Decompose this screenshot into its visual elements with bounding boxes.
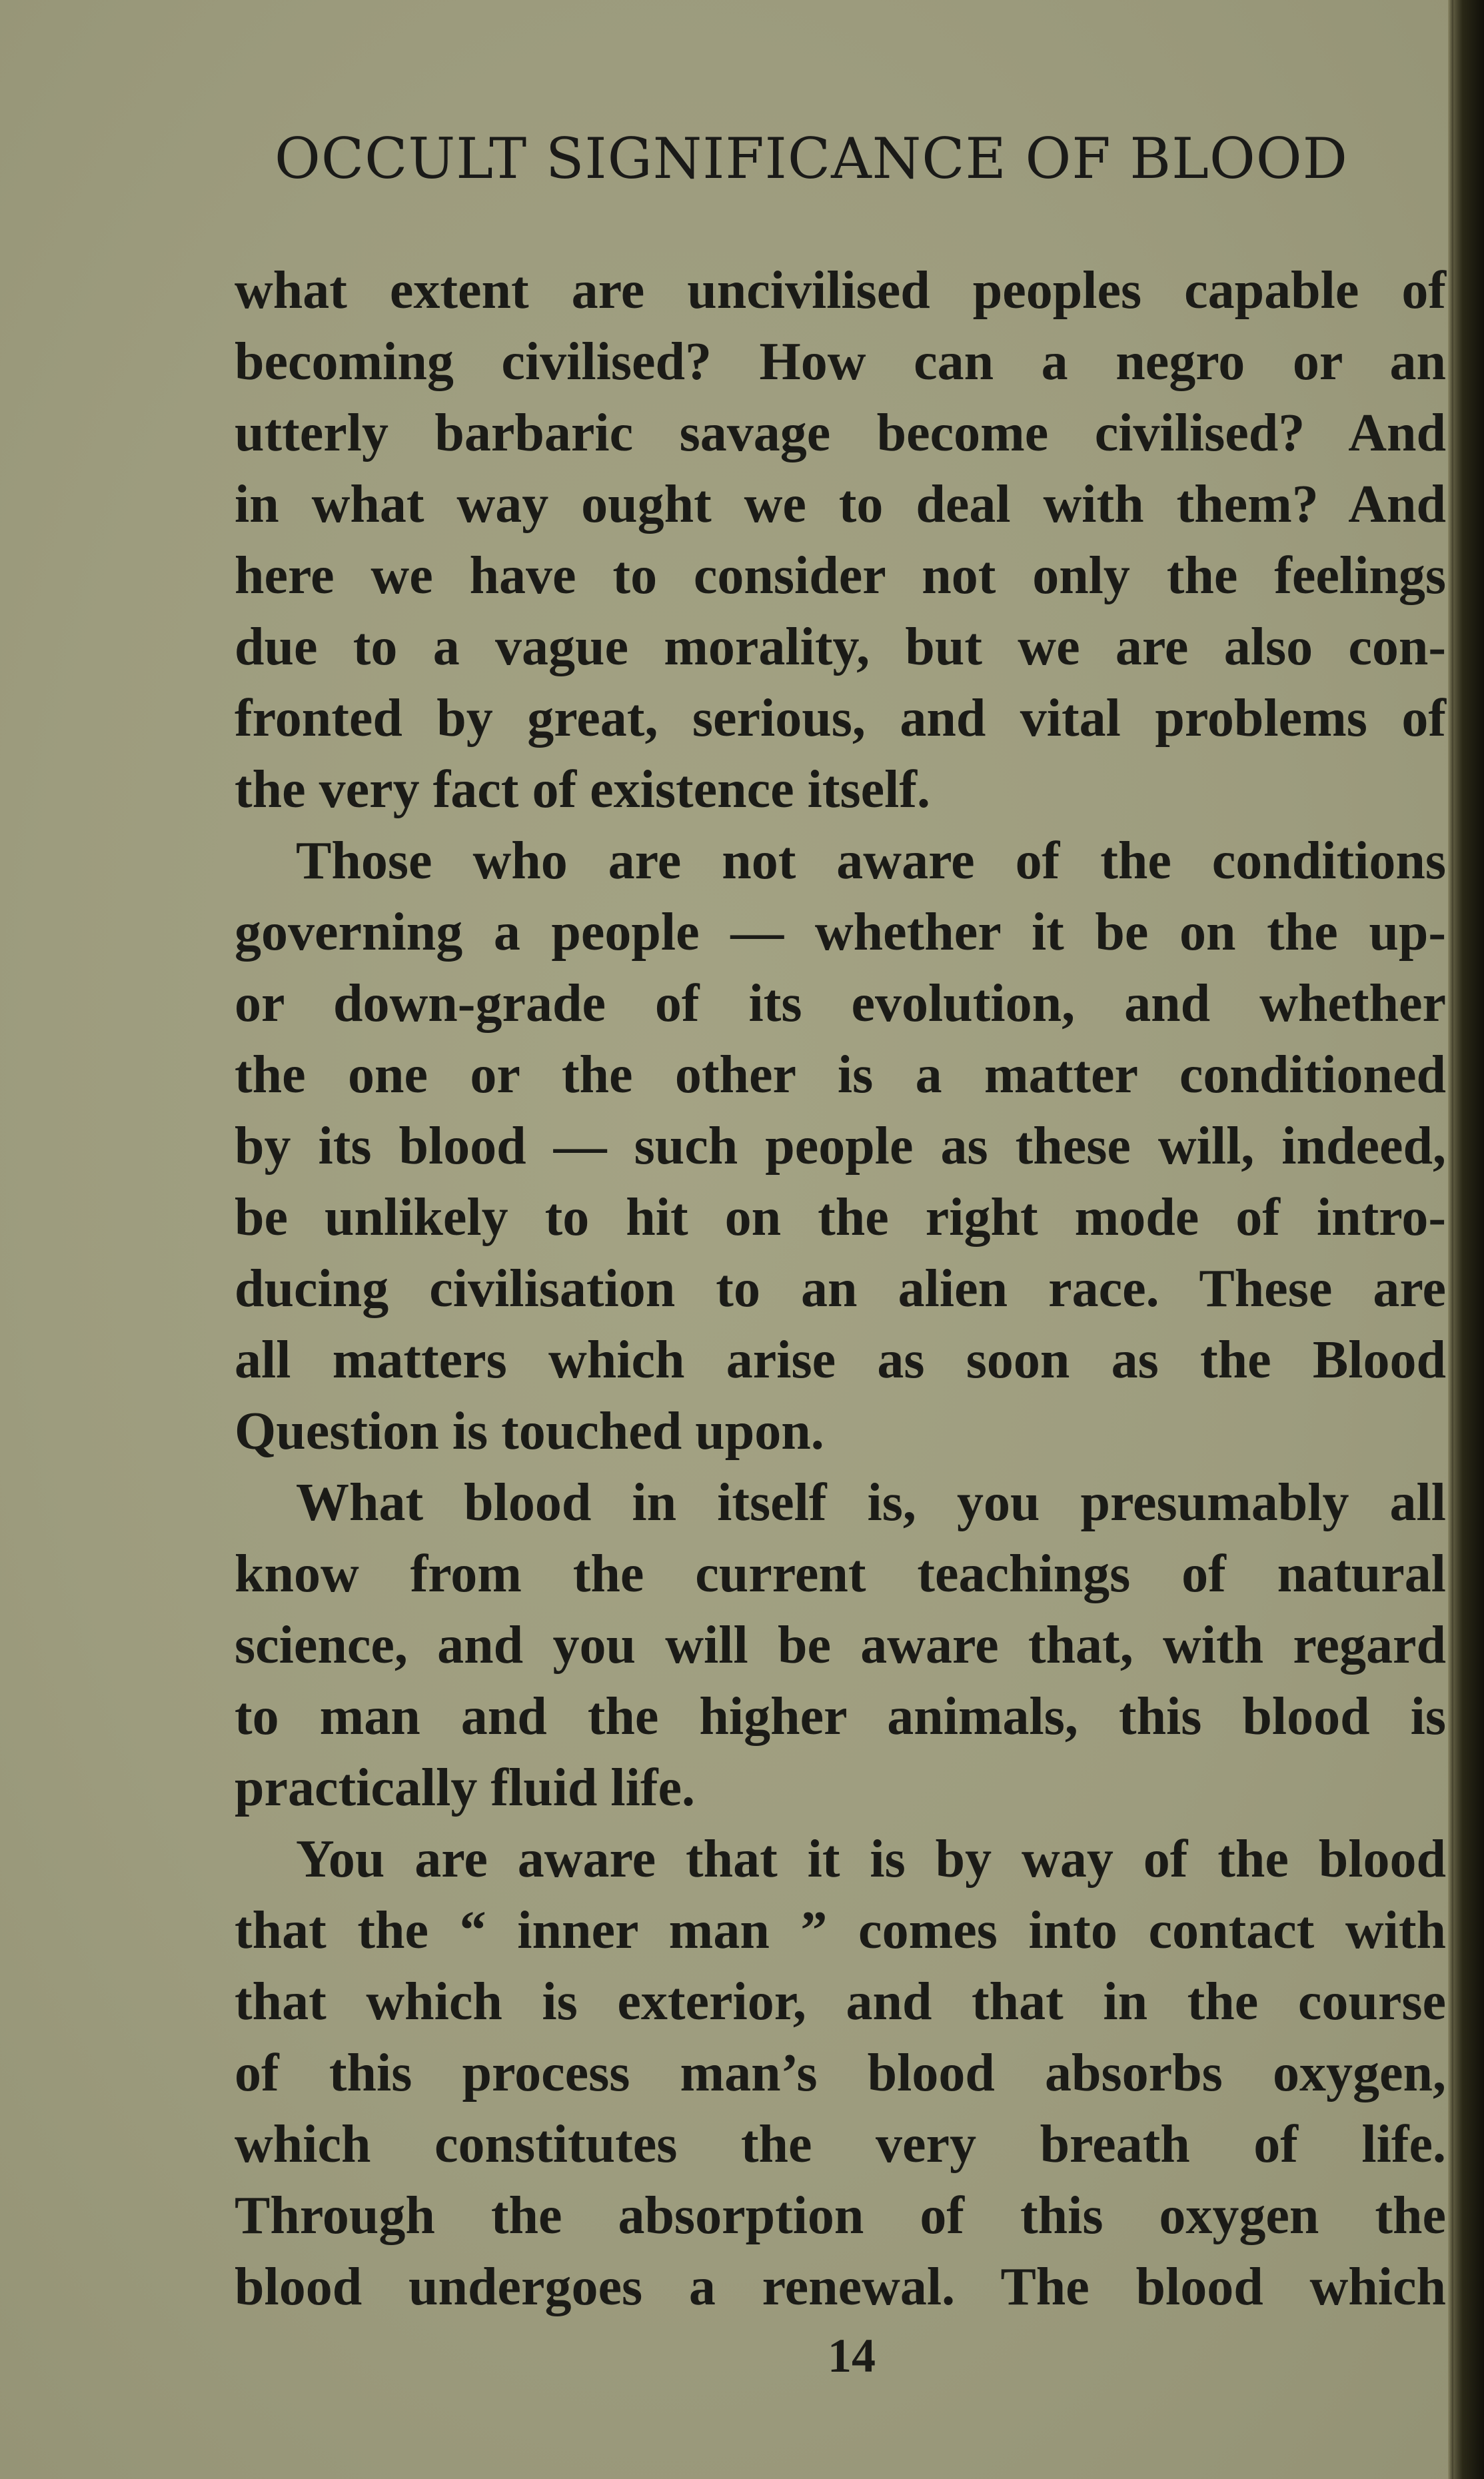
text-line: to man and the higher animals, this blood is [235,1687,1446,1746]
text-line: ducing civilisation to an alien race. These are [235,1259,1446,1318]
text-line: science, and you will be aware that, with regard [235,1616,1446,1675]
page-edge-line [1448,0,1453,2479]
text-line: that which is exterior, and that in the course [235,1973,1446,2031]
text-line: which constitutes the very breath of life. [235,2115,1446,2174]
text-line: know from the current teachings of natural [235,1545,1446,1603]
text-line: Through the absorption of this oxygen the [235,2186,1446,2245]
text-line: Those who are not aware of the conditions [296,832,1446,890]
text-line: here we have to consider not only the feelings [235,546,1446,605]
text-line: by its blood — such people as these will, indeed, [235,1117,1446,1176]
text-line: Question is touched upon. [235,1402,824,1461]
text-line: or down-grade of its evolution, and whether [235,974,1446,1033]
body-text [235,255,1446,2323]
text-line: What blood in itself is, you presumably all [296,1473,1446,1532]
text-line: that the “ inner man ” comes into contact with [235,1901,1446,1960]
text-line: becoming civilised? How can a negro or an [235,333,1446,391]
text-line: the very fact of existence itself. [235,760,930,819]
text-line: what extent are uncivilised peoples capable of [235,261,1446,320]
text-line: You are aware that it is by way of the blood [296,1830,1446,1889]
running-head: OCCULT SIGNIFICANCE OF BLOOD [275,126,1348,191]
text-line: blood undergoes a renewal. The blood which [235,2258,1446,2316]
text-line: utterly barbaric savage become civilised? And [235,404,1446,462]
text-line: practically fluid life. [235,1759,696,1817]
text-line: in what way ought we to deal with them? And [235,475,1446,534]
text-line: due to a vague morality, but we are also con- [235,618,1446,676]
text-line: the one or the other is a matter conditioned [235,1046,1446,1104]
text-line: fronted by great, serious, and vital problems of [235,689,1446,748]
text-line: be unlikely to hit on the right mode of intro- [235,1188,1446,1247]
page-edge-shadow [1453,0,1484,2479]
text-line: governing a people — whether it be on the up- [235,903,1446,962]
text-line: of this process man’s blood absorbs oxygen, [235,2044,1446,2102]
page-number: 14 [828,2329,876,2382]
text-line: all matters which arise as soon as the Blood [235,1331,1446,1389]
